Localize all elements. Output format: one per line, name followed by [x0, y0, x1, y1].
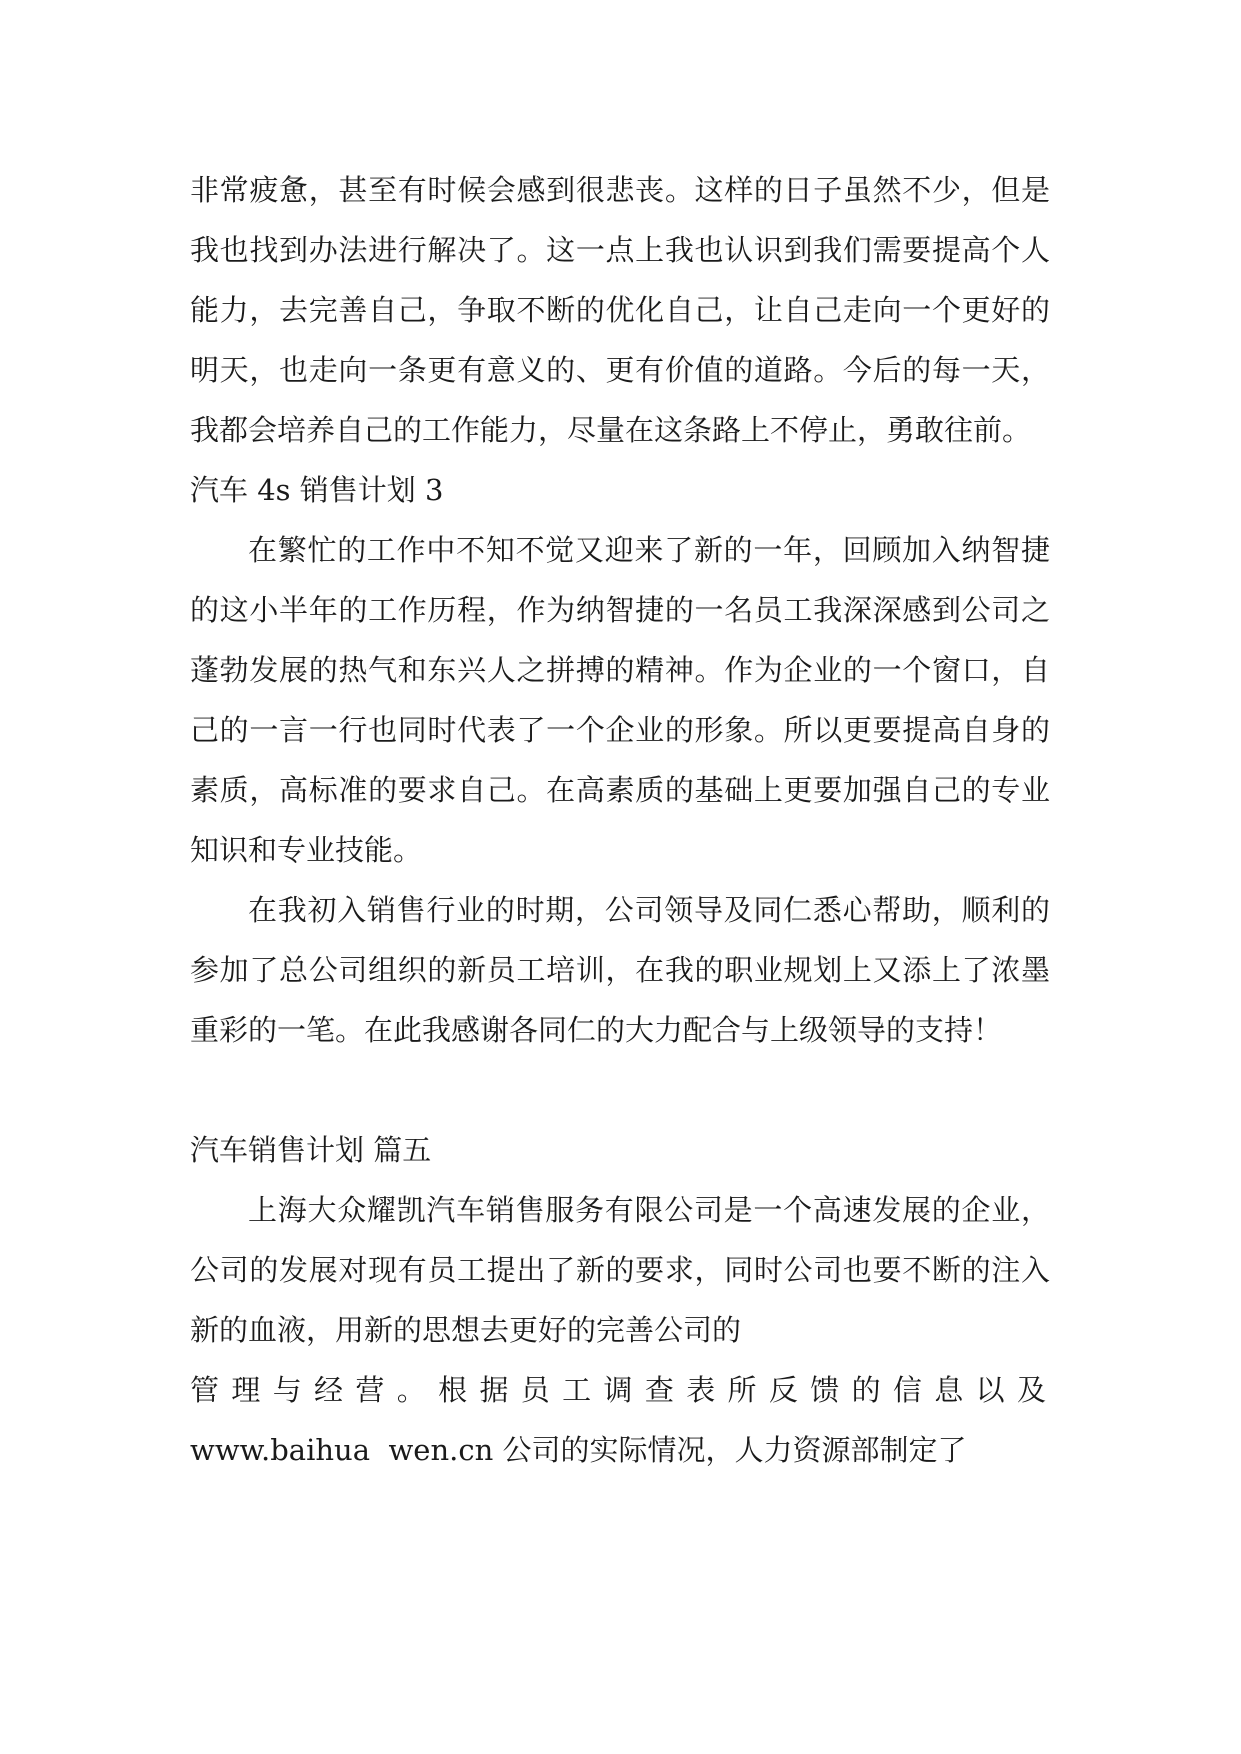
- section-spacer: [190, 1060, 1050, 1120]
- continued-paragraph: 非常疲惫，甚至有时候会感到很悲丧。这样的日子虽然不少，但是我也找到办法进行解决了。这一点上我也认识到我们需要提高个人能力，去完善自己，争取不断的优化自己，让自己走向一个更好的明天，也走向一条更有意义的、更有价值的道路。今后的每一天，我都会培养自己的工作能力，尽量在这条路上不停止，勇敢往前。: [190, 173, 1050, 447]
- document-body: [190, 160, 1050, 1480]
- paragraph: 在我初入销售行业的时期，公司领导及同仁悉心帮助，顺利的参加了总公司组织的新员工培训，在我的职业规划上又添上了浓墨重彩的一笔。在此我感谢各同仁的大力配合与上级领导的支持！: [190, 893, 1050, 1047]
- section-title: 汽车销售计划 篇五: [190, 1133, 432, 1167]
- paragraph-line: 管理与经营。根据员工调查表所反馈的信息以及: [190, 1373, 1050, 1407]
- paragraph-line: www.baihua wen.cn 公司的实际情况，人力资源部制定了: [190, 1433, 967, 1467]
- subheading: 汽车 4s 销售计划 3: [190, 473, 444, 507]
- paragraph: 上海大众耀凯汽车销售服务有限公司是一个高速发展的企业，公司的发展对现有员工提出了新的要求，同时公司也要不断的注入新的血液，用新的思想去更好的完善公司的: [190, 1193, 1050, 1347]
- paragraph: 在繁忙的工作中不知不觉又迎来了新的一年，回顾加入纳智捷的这小半年的工作历程，作为纳智捷的一名员工我深深感到公司之蓬勃发展的热气和东兴人之拼搏的精神。作为企业的一个窗口，自己的一言一行也同时代表了一个企业的形象。所以更要提高自身的素质，高标准的要求自己。在高素质的基础上更要加强自己的专业知识和专业技能。: [190, 533, 1050, 867]
